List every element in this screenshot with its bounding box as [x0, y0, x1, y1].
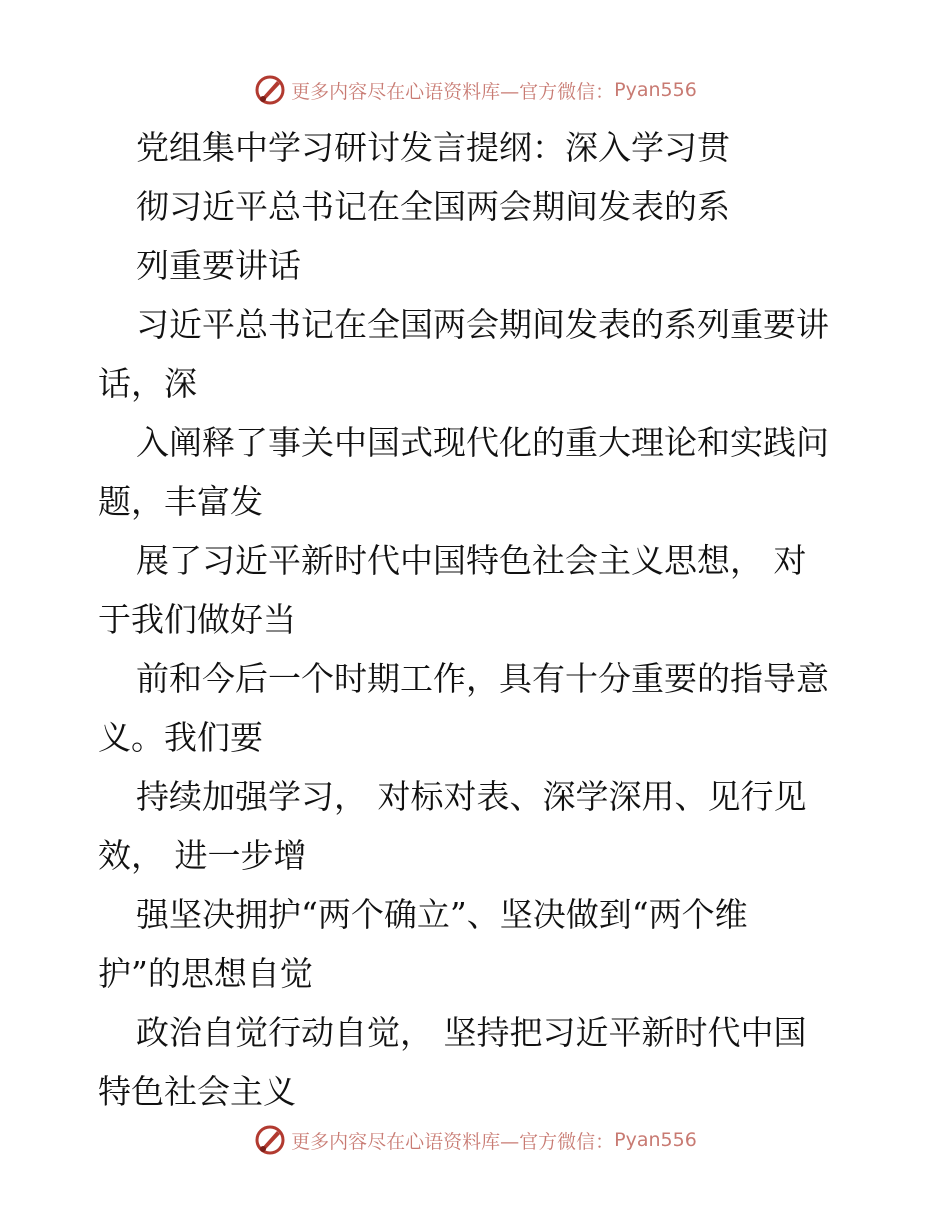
banner-wechat-id: Pyan556: [614, 1129, 697, 1151]
body-text-line: 政治自觉行动自觉， 坚持把习近平新时代中国: [136, 1013, 807, 1052]
body-text-line: 义。我们要: [98, 718, 263, 757]
body-text-line: 强坚决拥护“两个确立”、坚决做到“两个维: [136, 895, 748, 934]
title-line: 列重要讲话: [136, 246, 301, 285]
brush-logo-icon: [253, 73, 287, 107]
body-text-line: 入阐释了事关中国式现代化的重大理论和实践问: [136, 423, 829, 462]
body-text-line: 前和今后一个时期工作，具有十分重要的指导意: [136, 659, 829, 698]
banner-text: 更多内容尽在心语资料库—官方微信：: [291, 80, 615, 103]
banner-wechat-id: Pyan556: [614, 79, 697, 101]
title-line: 党组集中学习研讨发言提纲：深入学习贯: [136, 128, 730, 167]
brush-logo-icon: [253, 1123, 287, 1157]
footer-watermark-banner: [0, 1120, 950, 1160]
body-text-line: 护”的思想自觉: [98, 954, 313, 993]
body-text-line: 特色社会主义: [98, 1072, 296, 1111]
paragraph: [98, 295, 868, 1121]
title-line: 彻习近平总书记在全国两会期间发表的系: [136, 187, 730, 226]
document-body: [98, 118, 868, 1121]
body-text-line: 习近平总书记在全国两会期间发表的系列重要讲: [136, 305, 829, 344]
header-watermark-banner: [0, 70, 950, 110]
body-text-line: 于我们做好当: [98, 600, 296, 639]
body-text-line: 效， 进一步增: [98, 836, 307, 875]
body-text-line: 题，丰富发: [98, 482, 263, 521]
body-text-line: 话，深: [98, 364, 197, 403]
body-text-line: 展了习近平新时代中国特色社会主义思想， 对: [136, 541, 807, 580]
body-text-line: 持续加强学习， 对标对表、深学深用、见行见: [136, 777, 807, 816]
banner-text: 更多内容尽在心语资料库—官方微信：: [291, 1130, 615, 1153]
